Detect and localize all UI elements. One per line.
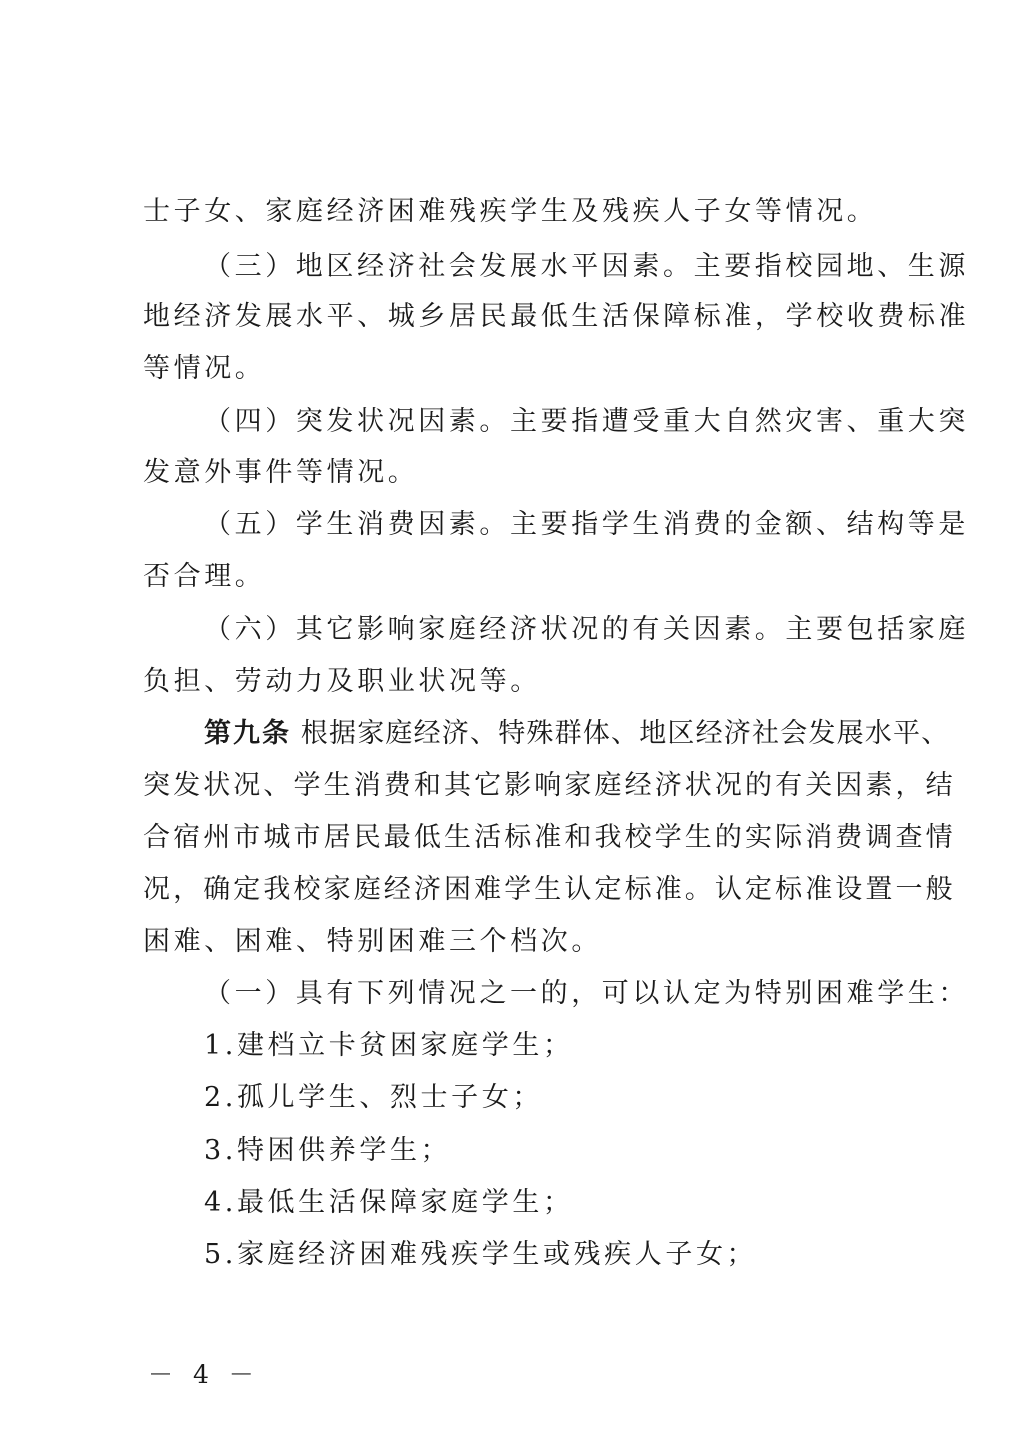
- paragraph-line: 合宿州市城市居民最低生活标准和我校学生的实际消费调查情: [143, 822, 956, 853]
- page-number: － 4 －: [148, 1360, 260, 1389]
- article-nine-first-line: [204, 720, 949, 747]
- paragraph-line: 否合理。: [143, 561, 266, 592]
- paragraph-line: （一）具有下列情况之一的，可以认定为特别困难学生：: [204, 978, 969, 1009]
- paragraph-line: 等情况。: [143, 353, 266, 384]
- paragraph-line: 地经济发展水平、城乡居民最低生活保障标准，学校收费标准: [143, 301, 970, 332]
- paragraph-line: 困难、困难、特别困难三个档次。: [143, 926, 602, 957]
- article-label: 第九条: [204, 718, 291, 749]
- paragraph-line: 突发状况、学生消费和其它影响家庭经济状况的有关因素，结: [143, 770, 956, 801]
- paragraph-line: 士子女、家庭经济困难残疾学生及残疾人子女等情况。: [143, 196, 878, 227]
- paragraph-line: （五）学生消费因素。主要指学生消费的金额、结构等是: [204, 509, 969, 540]
- paragraph-line: 发意外事件等情况。: [143, 457, 419, 488]
- paragraph-line: （四）突发状况因素。主要指遭受重大自然灾害、重大突: [204, 406, 969, 437]
- paragraph-line: 根据家庭经济、特殊群体、地区经济社会发展水平、: [300, 718, 950, 749]
- list-item: 4.最低生活保障家庭学生；: [204, 1187, 574, 1218]
- list-item: 3.特困供养学生；: [204, 1135, 452, 1166]
- paragraph-line: （三）地区经济社会发展水平因素。主要指校园地、生源: [204, 251, 969, 282]
- paragraph-line: （六）其它影响家庭经济状况的有关因素。主要包括家庭: [204, 614, 969, 645]
- paragraph-line: 负担、劳动力及职业状况等。: [143, 666, 541, 697]
- list-item: 5.家庭经济困难残疾学生或残疾人子女；: [204, 1239, 758, 1270]
- list-item: 2.孤儿学生、烈士子女；: [204, 1082, 543, 1113]
- paragraph-line: 况，确定我校家庭经济困难学生认定标准。认定标准设置一般: [143, 874, 956, 905]
- list-item: 1.建档立卡贫困家庭学生；: [204, 1030, 574, 1061]
